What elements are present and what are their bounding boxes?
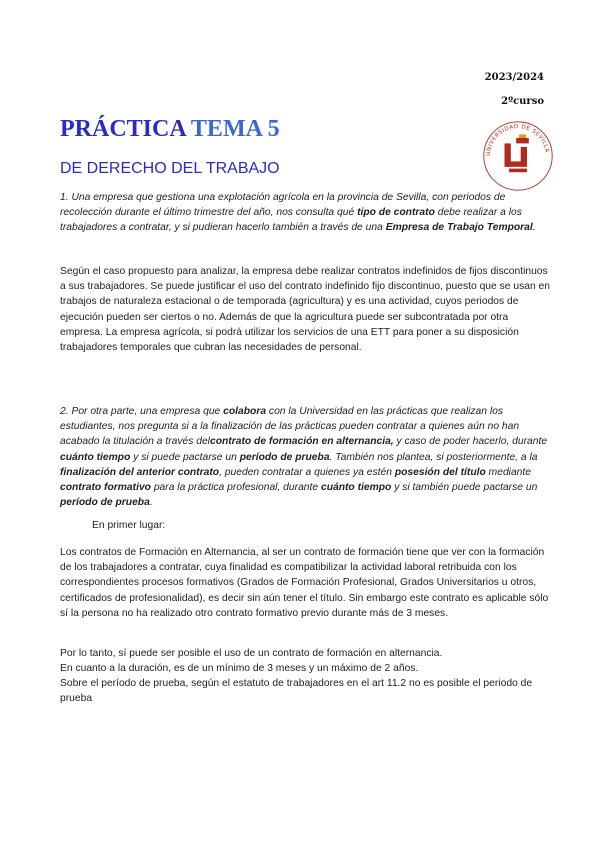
- q1-emphasis: tipo de contrato: [357, 207, 435, 219]
- course-label: 2ºcurso: [501, 96, 544, 107]
- seal-text: UNIVERSIDAD DE SEVILLA: [486, 124, 550, 157]
- conclusion-2: En cuanto a la duración, es de un mínimo de 3 meses y un máximo de 2 años.: [60, 663, 419, 674]
- title-tema: TEMA 5: [190, 116, 280, 142]
- answer-1: Según el caso propuesto para analizar, la empresa debe realizar contratos indefinidos de fijos discontinuos a sus trabajadores. Se puede justificar el uso del contrato indefinido fijo discontinuo, puesto que se usan en trabajos de naturaleza estacional o de temporada (agricultura) y es una actividad, cuyos periodos de ejecución pueden ser ciertos o no. Además de que la agricultura puede ser subcontratada por otra empresa. La empresa agrícola, si podrá utilizar los servicios de una ETT para poner a su disposición trabajadores temporales que cubran las necesidades de personal.: [60, 266, 550, 354]
- answer-2: Los contratos de Formación en Alternancia, al ser un contrato de formación tiene que ver con la formación de los trabajadores a contratar, cuya finalidad es compatibilizar la actividad laboral retribuida con los correspondientes procesos formativos (Grados de Formación Profesional, Grados Universitarios u otros, certificados de profesionalidad), es decir sin aún tener el título. Sin embargo este contrato es aplicable sólo sí la persona no ha realizado otro contrato formativo previo durante más de 3 meses.: [60, 547, 549, 619]
- question-1: 1. Una empresa que gestiona una explotación agrícola en la provincia de Sevilla, con periodos de recolección durante el último trimestre del año, nos consulta qué tipo de contrato debe realizar a los trabajadores a contratar, y si pudieran hacerlo también a través de una Empresa de Trabajo Temporal.: [60, 192, 536, 234]
- conclusion-3: Sobre el período de prueba, según el estatuto de trabajadores en el art 11.2 no es posible el periodo de prueba: [60, 678, 533, 705]
- intro-line: En primer lugar:: [92, 520, 166, 531]
- title-practica: PRÁCTICA: [60, 116, 186, 142]
- page-subtitle: DE DERECHO DEL TRABAJO: [60, 160, 280, 177]
- q1-emphasis: Empresa de Trabajo Temporal: [385, 222, 533, 234]
- academic-year: 2023/2024: [484, 72, 544, 83]
- question-2: 2. Por otra parte, una empresa que colabora con la Universidad en las prácticas que realizan los estudiantes, nos pregunta si a la finalización de las prácticas pueden contratar a quienes aún no han acabado la titulación a través delcontrato de formación en alternancia, y caso de poder hacerlo, durante cuánto tiempo y si puede pactarse un período de prueba. También nos plantea, si posteriormente, a la finalización del anterior contrato, pueden contratar a quienes ya estén posesión del título mediante contrato formativo para la práctica profesional, durante cuánto tiempo y si también puede pactarse un período de prueba.: [60, 406, 548, 509]
- university-seal-logo: [482, 120, 554, 192]
- page-title: [60, 116, 280, 143]
- conclusion-1: Por lo tanto, sí puede ser posible el uso de un contrato de formación en alternancia.: [60, 648, 443, 659]
